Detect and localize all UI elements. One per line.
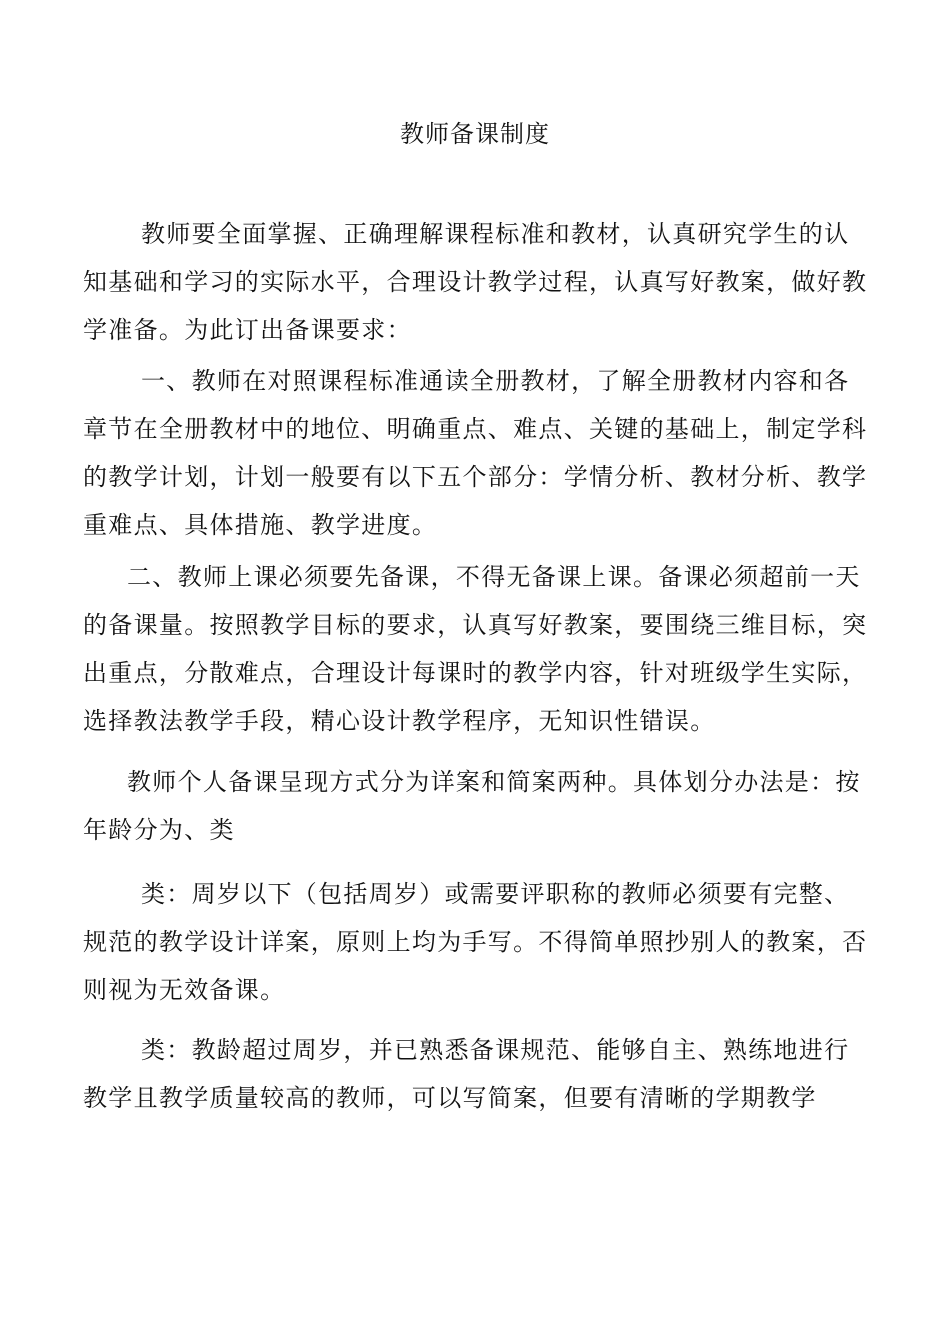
paragraph-rule-1: 一、教师在对照课程标准通读全册教材，了解全册教材内容和各章节在全册教材中的地位、明确重点、难点、关键的基础上，制定学科的教学计划，计划一般要有以下五个部分：学情分析、教材分析、教学重难点、具体措施、教学进度。 — [83, 367, 868, 539]
paragraph-lesson-plan-types: 教师个人备课呈现方式分为详案和简案两种。具体划分办法是：按年龄分为、类 — [83, 768, 861, 844]
paragraph-intro: 教师要全面掌握、正确理解课程标准和教材，认真研究学生的认知基础和学习的实际水平，合理设计教学过程，认真写好教案，做好教学准备。为此订出备课要求： — [83, 220, 868, 344]
paragraph-category-b: 类：教龄超过周岁，并已熟悉备课规范、能够自主、熟练地进行教学且教学质量较高的教师，可以写简案，但要有清晰的学期教学 — [83, 1036, 850, 1112]
document-title: 教师备课制度 — [400, 120, 550, 148]
paragraph-rule-2: 二、教师上课必须要先备课，不得无备课上课。备课必须超前一天的备课量。按照教学目标的要求，认真写好教案，要围绕三维目标，突出重点，分散难点，合理设计每课时的教学内容，针对班级学生实际，选择教法教学手段，精心设计教学程序，无知识性错误。 — [83, 563, 868, 735]
paragraph-category-a: 类：周岁以下（包括周岁）或需要评职称的教师必须要有完整、规范的教学设计详案，原则上均为手写。不得简单照抄别人的教案，否则视为无效备课。 — [83, 880, 868, 1004]
